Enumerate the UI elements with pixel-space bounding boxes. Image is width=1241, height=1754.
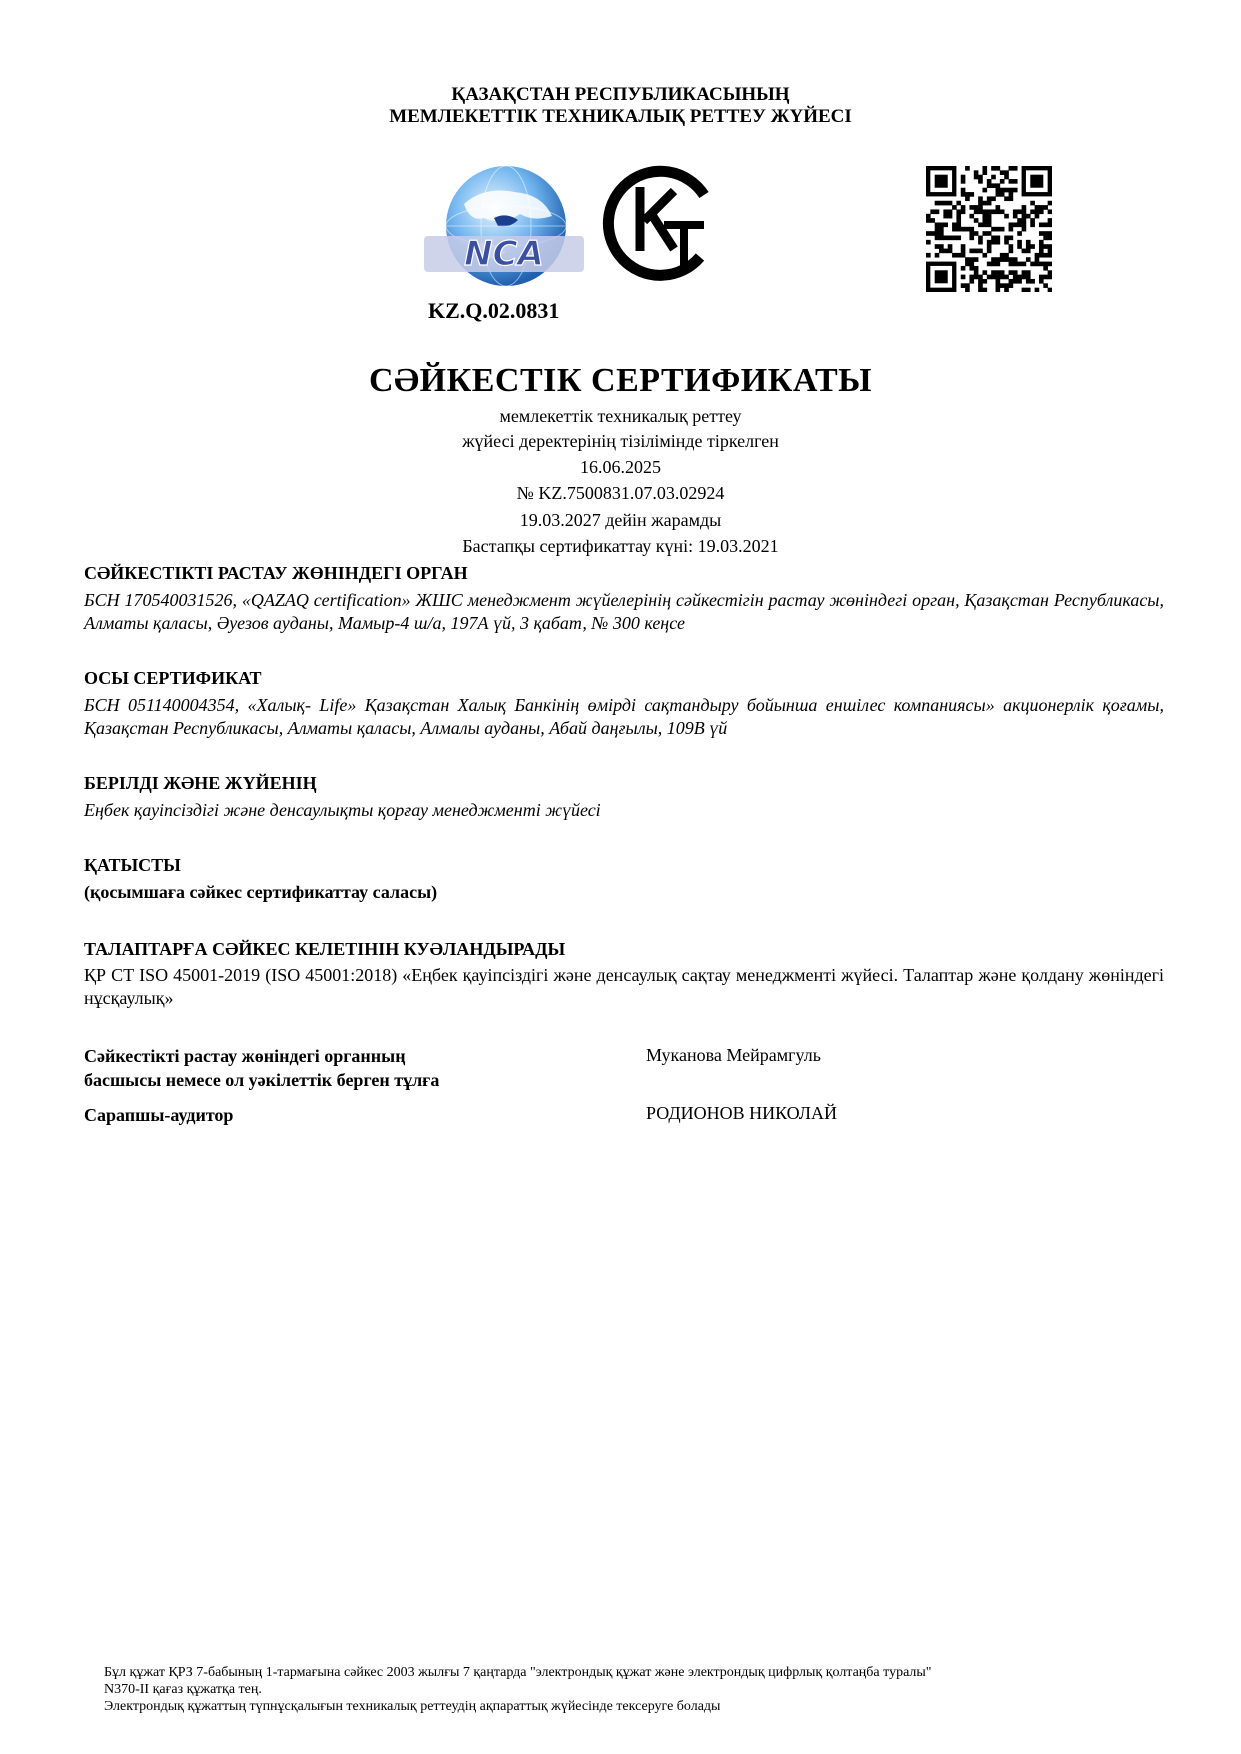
certification-body-heading: СӘЙКЕСТІКТІ РАСТАУ ЖӨНІНДЕГІ ОРГАН [84, 563, 468, 583]
system-text: Еңбек қауіпсіздігі және денсаулықты қорғау менеджменті жүйесі [84, 800, 601, 820]
head-signatory-name: Муканова Мейрамгуль [646, 1045, 821, 1065]
certificate-holder-text: БСН 051140004354, «Халық- Life» Қазақстан Халық Банкінің өмірді сақтандыру бойынша еншілес компаниясы» акционерлік қоғамы, Қазақстан Республикасы, Алматы қаласы, Алмалы ауданы, Абай даңғылы, 109В үй [84, 695, 1164, 738]
page-title: СӘЙКЕСТІК СЕРТИФИКАТЫ [368, 362, 873, 399]
footer-line-2: N370-II қағаз құжатқа тең. [104, 1682, 262, 1697]
qr-code [926, 166, 1052, 292]
head-signatory-label-2: басшысы немесе ол уәкілеттік берген тұлға [84, 1070, 440, 1090]
initial-certification-date: Бастапқы сертификаттау күні: 19.03.2021 [462, 536, 779, 556]
kt-mark-icon [600, 165, 718, 283]
scope-subheading: (қосымшаға сәйкес сертификаттау саласы) [84, 882, 438, 902]
header-line-1: ҚАЗАҚСТАН РЕСПУБЛИКАСЫНЫҢ [451, 84, 790, 105]
head-signatory-label-1: Сәйкестікті растау жөніндегі органның [84, 1046, 406, 1066]
system-heading: БЕРІЛДІ ЖӘНЕ ЖҮЙЕНІҢ [84, 773, 317, 793]
auditor-name: РОДИОНОВ НИКОЛАЙ [646, 1103, 837, 1123]
registration-date: 16.06.2025 [580, 457, 661, 477]
requirements-heading: ТАЛАПТАРҒА СӘЙКЕС КЕЛЕТІНІН КУӘЛАНДЫРАДЫ [84, 939, 566, 959]
nca-logo [424, 164, 584, 294]
certificate-number: № KZ.7500831.07.03.02924 [516, 483, 725, 503]
valid-until: 19.03.2027 дейін жарамды [519, 510, 722, 530]
nca-globe-icon [424, 164, 584, 294]
certificate-heading: ОСЫ СЕРТИФИКАТ [84, 668, 262, 688]
auditor-label: Сарапшы-аудитор [84, 1105, 234, 1125]
requirements-text: ҚР СТ ISO 45001-2019 (ISO 45001:2018) «Еңбек қауіпсіздігі және денсаулық сақтау менеджменті жүйесі. Талаптар және қолдану жөніндегі нұсқаулық» [84, 965, 1164, 1008]
kt-mark [600, 165, 718, 283]
meta-line-1: мемлекеттік техникалық реттеу [499, 406, 742, 426]
certification-body-text: БСН 170540031526, «QAZAQ certification» ЖШС менеджмент жүйелерінің сәйкестігін растау жөніндегі орган, Қазақстан Республикасы, Алматы қаласы, Әуезов ауданы, Мамыр-4 ш/а, 197А үй, 3 қабат, № 300 кеңсе [84, 590, 1164, 633]
meta-line-2: жүйесі деректерінің тізілімінде тіркелген [462, 431, 779, 451]
registration-number: KZ.Q.02.0831 [428, 298, 560, 323]
footer-line-1: Бұл құжат ҚРЗ 7-бабының 1-тармағына сәйкес 2003 жылғы 7 қаңтарда "электрондық құжат және электрондық цифрлық қолтаңба туралы" [104, 1665, 932, 1680]
footer-line-3: Электрондық құжаттың түпнұсқалығын техникалық реттеудің ақпараттық жүйесінде тексеруге болады [104, 1699, 721, 1714]
qr-code-icon [926, 166, 1052, 292]
header-line-2: МЕМЛЕКЕТТІК ТЕХНИКАЛЫҚ РЕТТЕУ ЖҮЙЕСІ [389, 106, 852, 127]
scope-heading: ҚАТЫСТЫ [84, 855, 181, 875]
nca-logo-text: NCA [464, 234, 544, 274]
